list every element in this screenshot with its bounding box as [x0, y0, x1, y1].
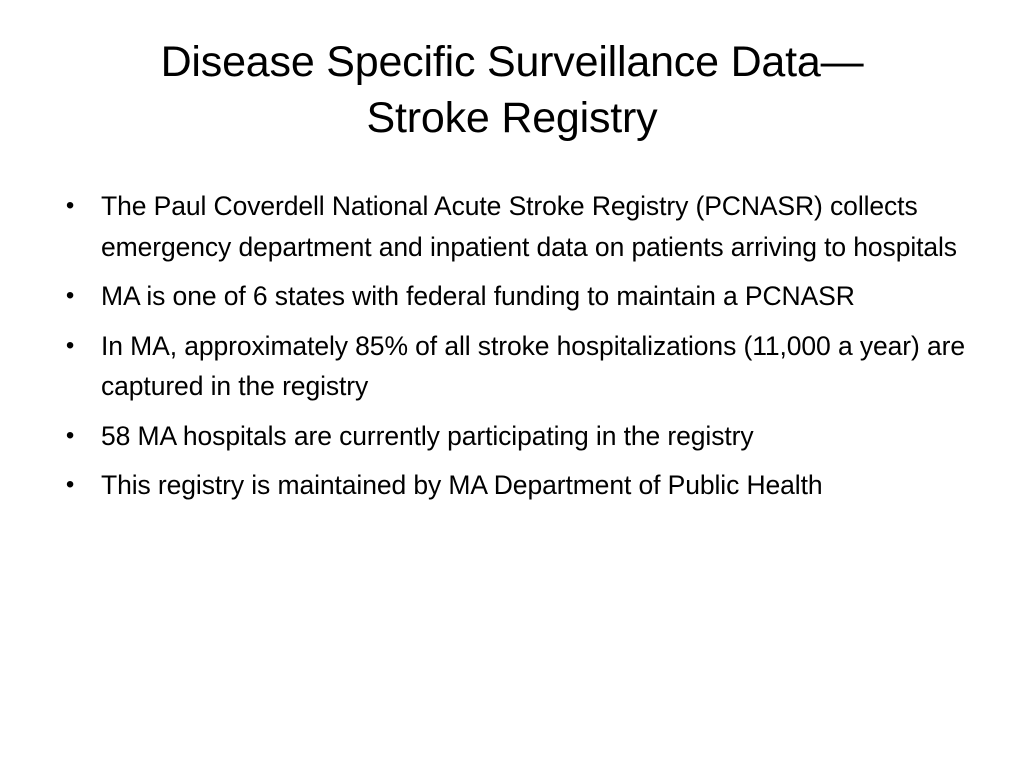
bullet-item: [60, 276, 980, 317]
bullet-item: [60, 465, 980, 506]
bullet-icon: •: [65, 471, 75, 498]
bullet-list: [60, 186, 980, 515]
bullet-icon: •: [65, 421, 75, 449]
bullet-text: This registry is maintained by MA Department of Public Health: [101, 470, 823, 500]
bullet-text: 58 MA hospitals are currently participating in the registry: [101, 420, 754, 451]
bullet-text: The Paul Coverdell National Acute Stroke Registry (PCNASR) collects emergency department and inpatient data on patients arriving to hospitals: [101, 191, 957, 262]
bullet-icon: •: [65, 192, 75, 219]
bullet-item: [60, 186, 980, 267]
slide-title-line-1: Disease Specific Surveillance Data—: [160, 38, 864, 86]
bullet-icon: •: [65, 282, 75, 309]
bullet-item: [60, 416, 980, 457]
bullet-text: MA is one of 6 states with federal funding to maintain a PCNASR: [101, 281, 855, 311]
bullet-text: In MA, approximately 85% of all stroke hospitalizations (11,000 a year) are captured in the registry: [101, 330, 965, 401]
bullet-icon: •: [65, 331, 75, 359]
slide-title-line-2: Stroke Registry: [366, 94, 658, 142]
slide-title: [60, 34, 964, 146]
bullet-item: [60, 326, 980, 407]
